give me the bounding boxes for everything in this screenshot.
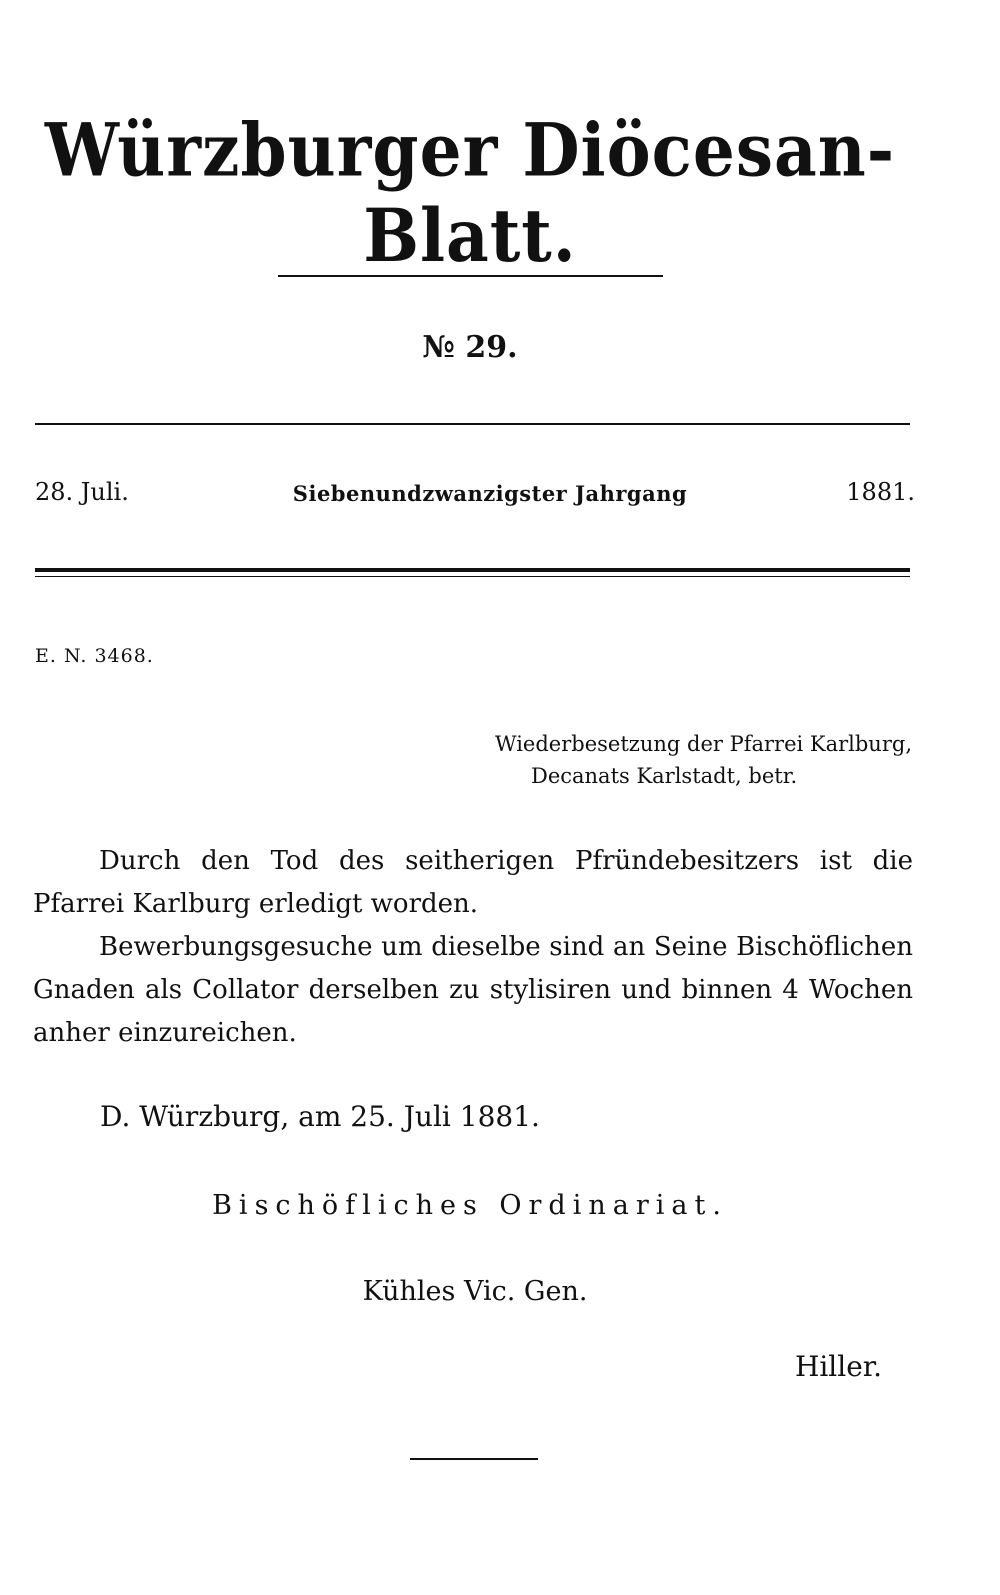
volume-label: Siebenundzwanzigster Jahrgang — [292, 481, 688, 506]
signature-vicar-general: Kühles Vic. Gen. — [362, 1276, 588, 1307]
paragraph-2: Bewerbungsgesuche um dieselbe sind an Seine Bischöflichen Gnaden als Collator derselben zu stylisiren und binnen 4 Wochen anher einzureichen. — [33, 932, 913, 1048]
issue-number: № 29. — [422, 330, 518, 365]
divider-thick — [35, 568, 910, 572]
divider-thin — [35, 576, 910, 577]
body-text — [33, 840, 913, 1055]
subject-line-1: Wiederbesetzung der Pfarrei Karlburg, — [494, 732, 912, 756]
masthead-title: Würzburger Diöcesan-Blatt. — [44, 107, 896, 279]
issuing-authority: Bischöfliches Ordinariat. — [212, 1190, 728, 1221]
issue-year: 1881. — [846, 478, 915, 506]
subject-line-2: Decanats Karlstadt, betr. — [530, 764, 798, 788]
signature-secretary: Hiller. — [794, 1350, 882, 1383]
subject-heading — [495, 728, 912, 792]
reference-number: E. N. 3468. — [35, 645, 154, 667]
place-date: D. Würzburg, am 25. Juli 1881. — [100, 1100, 540, 1133]
divider-rule — [35, 423, 910, 425]
divider-short — [278, 275, 663, 277]
issue-date: 28. Juli. — [35, 478, 129, 506]
paragraph-1: Durch den Tod des seitherigen Pfründebesitzers ist die Pfarrei Karlburg erledigt worden. — [33, 846, 913, 919]
end-divider — [410, 1458, 538, 1460]
